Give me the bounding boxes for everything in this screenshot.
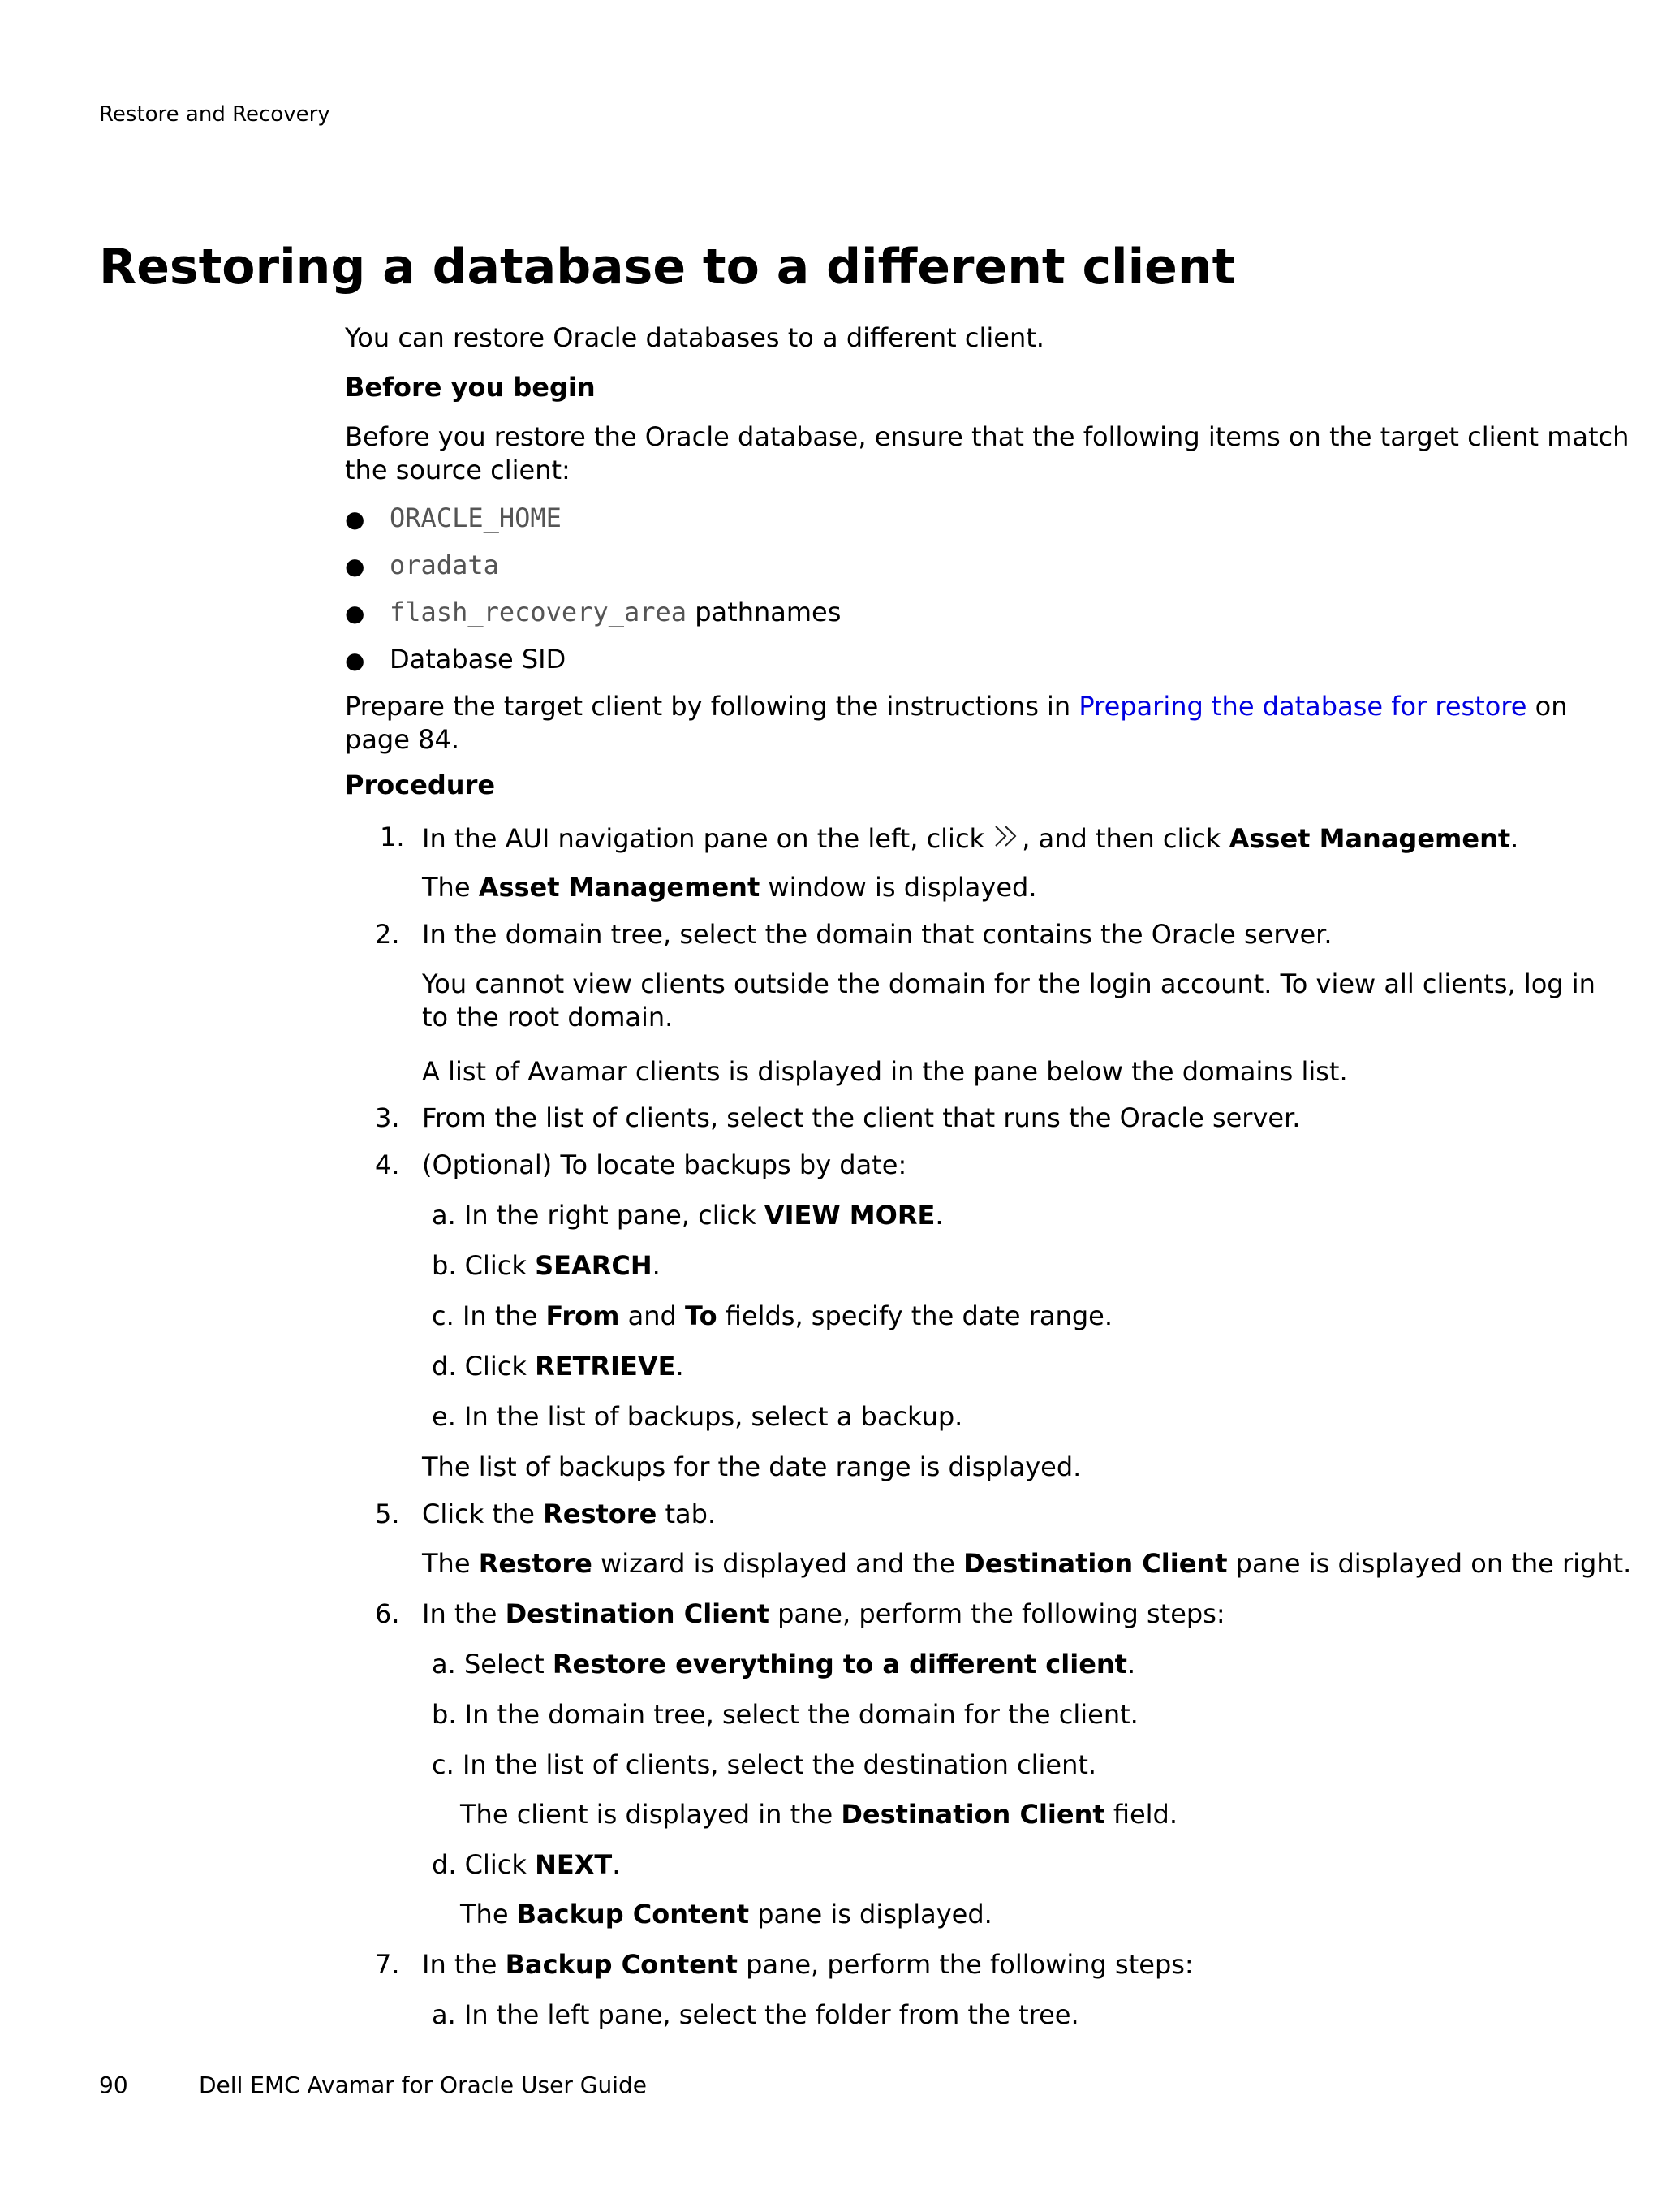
step-4b: b. Click SEARCH. xyxy=(432,1250,661,1281)
step-6d: d. Click NEXT. xyxy=(432,1849,621,1880)
step-4-note: The list of backups for the date range is displayed. xyxy=(422,1451,1082,1482)
code-flash-recovery-area: flash_recovery_area xyxy=(390,597,687,627)
step-4a: a. In the right pane, click VIEW MORE. xyxy=(432,1200,944,1231)
step-7: In the Backup Content pane, perform the following steps: xyxy=(422,1949,1194,1980)
procedure-heading: Procedure xyxy=(345,770,496,800)
prepare-text-line-2: page 84. xyxy=(345,724,459,755)
step-3: From the list of clients, select the client that runs the Oracle server. xyxy=(422,1102,1301,1133)
code-oracle-home: ORACLE_HOME xyxy=(390,502,562,533)
before-you-begin-heading: Before you begin xyxy=(345,372,596,403)
step-number: 1. xyxy=(380,821,405,852)
bullet-database-sid xyxy=(345,643,566,677)
bullet-icon: ● xyxy=(345,553,365,580)
preparing-database-link[interactable]: Preparing the database for restore xyxy=(1079,691,1527,722)
step-5-note: The Restore wizard is displayed and the Destination Client pane is displayed on the right. xyxy=(422,1548,1632,1579)
database-sid-text: Database SID xyxy=(390,644,566,675)
step-4e: e. In the list of backups, select a backup. xyxy=(432,1401,963,1432)
bullet-oradata xyxy=(345,549,499,583)
running-header: Restore and Recovery xyxy=(99,102,330,127)
bullet-oracle-home xyxy=(345,502,562,536)
step-5: Click the Restore tab. xyxy=(422,1498,717,1529)
intro-text: You can restore Oracle databases to a different client. xyxy=(345,322,1044,353)
page-number: 90 xyxy=(99,2072,128,2098)
step-6b: b. In the domain tree, select the domain for the client. xyxy=(432,1699,1139,1730)
step-6a: a. Select Restore everything to a different client. xyxy=(432,1649,1136,1679)
page-title: Restoring a database to a different client xyxy=(99,239,1236,295)
step-number: 5. xyxy=(375,1498,400,1529)
step-number: 4. xyxy=(375,1149,400,1180)
step-6c: c. In the list of clients, select the destination client. xyxy=(432,1749,1097,1780)
step-1: In the AUI navigation pane on the left, click , and then click Asset Management. xyxy=(422,823,1519,854)
pathnames-text: pathnames xyxy=(687,597,842,627)
prepare-text: Prepare the target client by following the instructions in Preparing the database for restore on xyxy=(345,691,1568,722)
step-4d: d. Click RETRIEVE. xyxy=(432,1351,684,1382)
bullet-flash-recovery xyxy=(345,596,842,630)
step-2-note-line-3: A list of Avamar clients is displayed in the pane below the domains list. xyxy=(422,1056,1348,1087)
step-number: 6. xyxy=(375,1598,400,1629)
step-6: In the Destination Client pane, perform the following steps: xyxy=(422,1598,1225,1629)
guide-title: Dell EMC Avamar for Oracle User Guide xyxy=(199,2072,647,2098)
step-2-note-line-1: You cannot view clients outside the domain for the login account. To view all clients, log in xyxy=(422,968,1595,999)
before-text-line-1: Before you restore the Oracle database, ensure that the following items on the target client match xyxy=(345,421,1630,452)
step-7a: a. In the left pane, select the folder from the tree. xyxy=(432,1999,1079,2030)
step-2-note-line-2: to the root domain. xyxy=(422,1002,674,1033)
bullet-icon: ● xyxy=(345,506,365,533)
step-6d-note: The Backup Content pane is displayed. xyxy=(460,1899,992,1930)
step-4: (Optional) To locate backups by date: xyxy=(422,1149,907,1180)
code-oradata: oradata xyxy=(390,550,499,580)
step-1-note: The Asset Management window is displayed. xyxy=(422,872,1037,903)
step-6c-note: The client is displayed in the Destination Client field. xyxy=(460,1799,1178,1830)
bullet-icon: ● xyxy=(345,647,365,674)
step-4c: c. In the From and To fields, specify the date range. xyxy=(432,1300,1113,1331)
step-number: 3. xyxy=(375,1102,400,1133)
double-chevron-right-icon xyxy=(992,823,1022,849)
step-number: 7. xyxy=(375,1949,400,1980)
bullet-icon: ● xyxy=(345,600,365,627)
before-text-line-2: the source client: xyxy=(345,455,571,485)
step-2: In the domain tree, select the domain that contains the Oracle server. xyxy=(422,919,1333,950)
step-number: 2. xyxy=(375,919,400,950)
